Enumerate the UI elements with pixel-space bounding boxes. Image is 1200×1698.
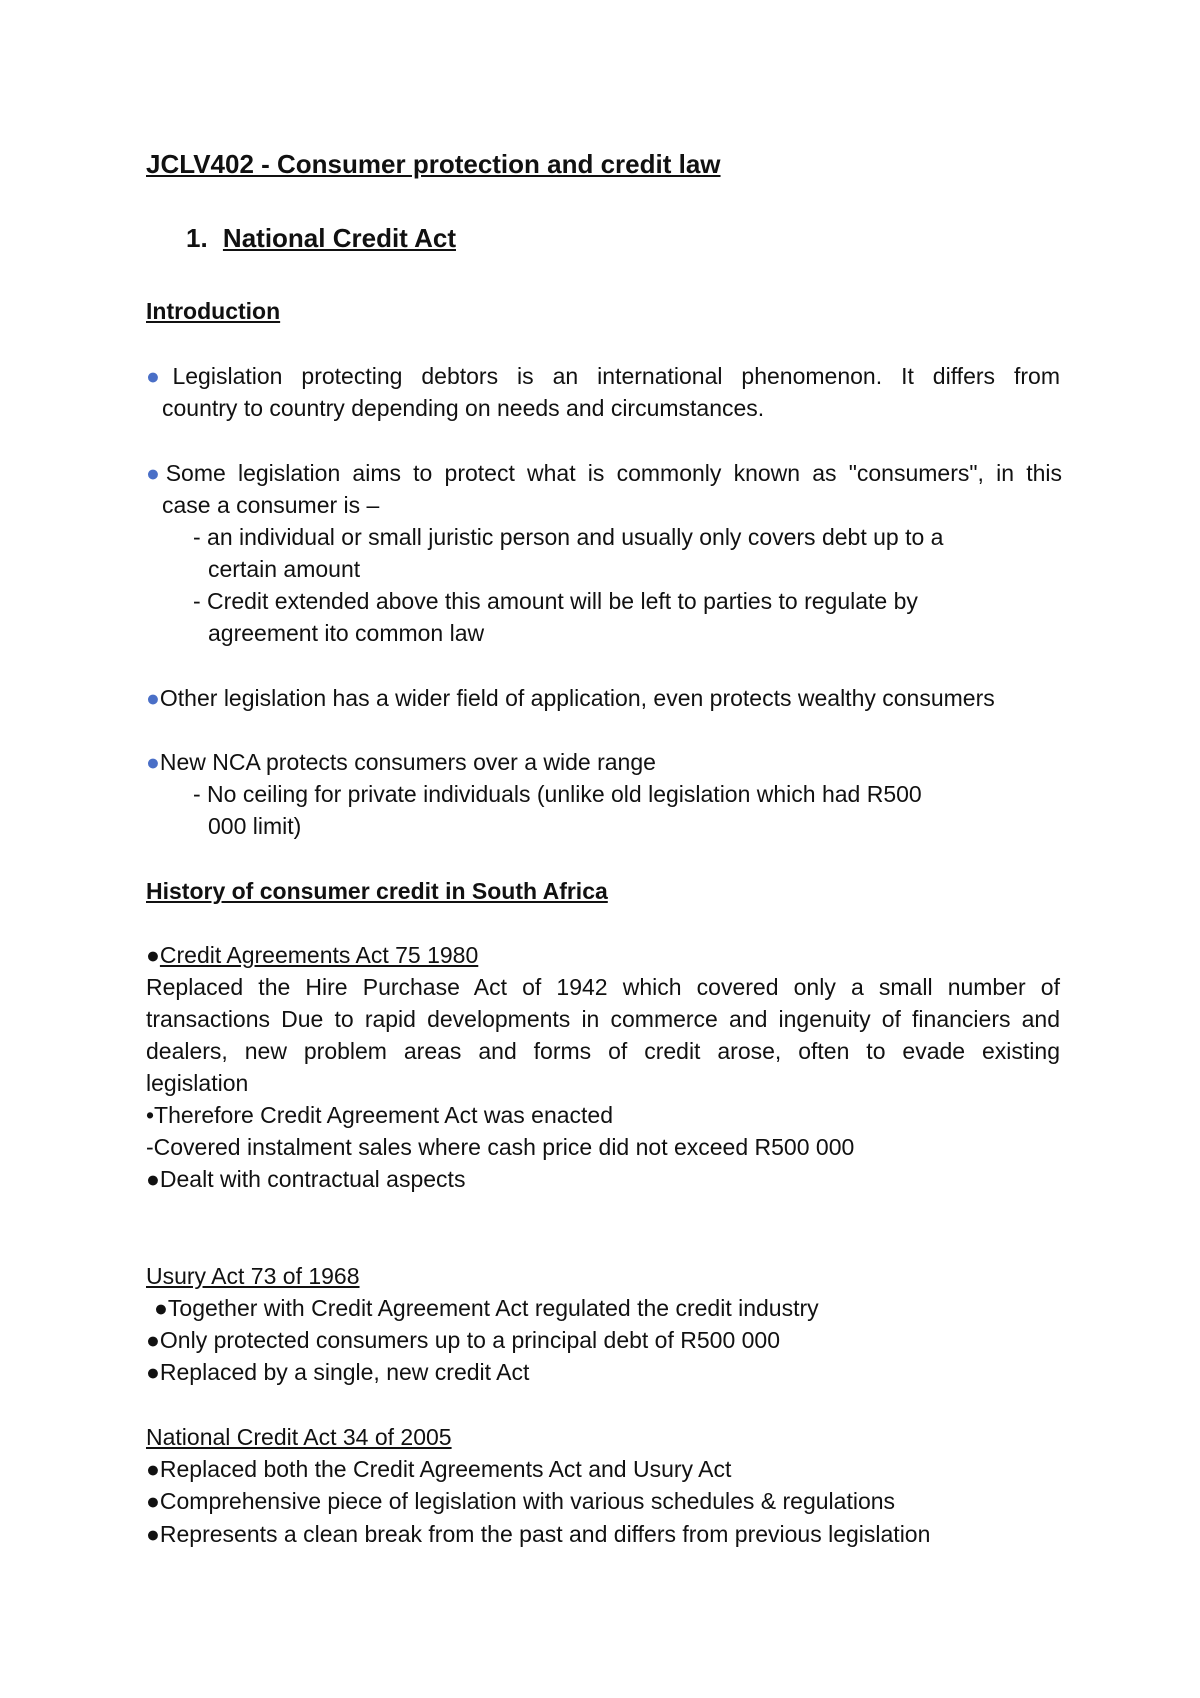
list-item: ●Dealt with contractual aspects bbox=[146, 1166, 466, 1192]
list-item-continuation: case a consumer is – bbox=[162, 492, 380, 518]
list-item: -Covered instalment sales where cash price did not exceed R500 000 bbox=[146, 1134, 855, 1160]
sub-item: - Credit extended above this amount will be left to parties to regulate by bbox=[193, 588, 918, 614]
bullet-icon: ● bbox=[154, 1295, 168, 1321]
list-item-continuation: country to country depending on needs and circumstances. bbox=[162, 395, 765, 421]
paragraph-line: transactions Due to rapid developments in commerce and ingenuity of financiers and bbox=[146, 1006, 1060, 1032]
sub-item-continuation: certain amount bbox=[208, 556, 361, 582]
bullet-icon: ● bbox=[146, 749, 160, 775]
bullet-icon: ● bbox=[146, 363, 173, 389]
list-item: ●Some legislation aims to protect what is commonly known as "consumers", in this bbox=[146, 460, 1062, 486]
paragraph-line: Replaced the Hire Purchase Act of 1942 which covered only a small number of bbox=[146, 974, 1060, 1000]
list-item: ●Only protected consumers up to a principal debt of R500 000 bbox=[146, 1327, 780, 1353]
bullet-icon: ● bbox=[146, 1488, 160, 1514]
intro-heading: Introduction bbox=[146, 298, 281, 324]
sub-item-continuation: 000 limit) bbox=[208, 813, 302, 839]
paragraph-line: legislation bbox=[146, 1070, 249, 1096]
document-title: JCLV402 - Consumer protection and credit law bbox=[146, 149, 721, 179]
list-item: ●New NCA protects consumers over a wide range bbox=[146, 749, 656, 775]
paragraph-line: dealers, new problem areas and forms of credit arose, often to evade existing bbox=[146, 1038, 1060, 1064]
list-item: •Therefore Credit Agreement Act was enacted bbox=[146, 1102, 614, 1128]
sub-item: - No ceiling for private individuals (unlike old legislation which had R500 bbox=[193, 781, 922, 807]
history-heading: History of consumer credit in South Africa bbox=[146, 878, 608, 904]
section-heading bbox=[186, 224, 456, 252]
list-item: ●Together with Credit Agreement Act regulated the credit industry bbox=[154, 1295, 819, 1321]
bullet-icon: ● bbox=[146, 1456, 160, 1482]
subsection-title: National Credit Act 34 of 2005 bbox=[146, 1424, 452, 1450]
list-item: ●Replaced by a single, new credit Act bbox=[146, 1359, 530, 1385]
bullet-icon: ● bbox=[146, 1359, 160, 1385]
section-title: National Credit Act bbox=[222, 223, 456, 253]
sub-item: - an individual or small juristic person and usually only covers debt up to a bbox=[193, 524, 944, 550]
bullet-icon: ● bbox=[146, 1166, 160, 1192]
bullet-icon: ● bbox=[146, 1521, 160, 1547]
bullet-icon: ● bbox=[146, 460, 166, 486]
list-item: ●Represents a clean break from the past and differs from previous legislation bbox=[146, 1521, 931, 1547]
subsection-title: Usury Act 73 of 1968 bbox=[146, 1263, 360, 1289]
list-item: ●Comprehensive piece of legislation with various schedules & regulations bbox=[146, 1488, 896, 1514]
bullet-icon: ● bbox=[146, 685, 160, 711]
list-item: ●Legislation protecting debtors is an international phenomenon. It differs from bbox=[146, 363, 1060, 389]
bullet-icon: ● bbox=[146, 1327, 160, 1353]
bullet-icon: ● bbox=[146, 942, 160, 968]
subsection-title: ●Credit Agreements Act 75 1980 bbox=[146, 942, 479, 968]
list-item: ●Other legislation has a wider field of application, even protects wealthy consumers bbox=[146, 685, 995, 711]
section-number: 1. bbox=[186, 223, 208, 253]
sub-item-continuation: agreement ito common law bbox=[208, 620, 485, 646]
list-item: ●Replaced both the Credit Agreements Act and Usury Act bbox=[146, 1456, 732, 1482]
